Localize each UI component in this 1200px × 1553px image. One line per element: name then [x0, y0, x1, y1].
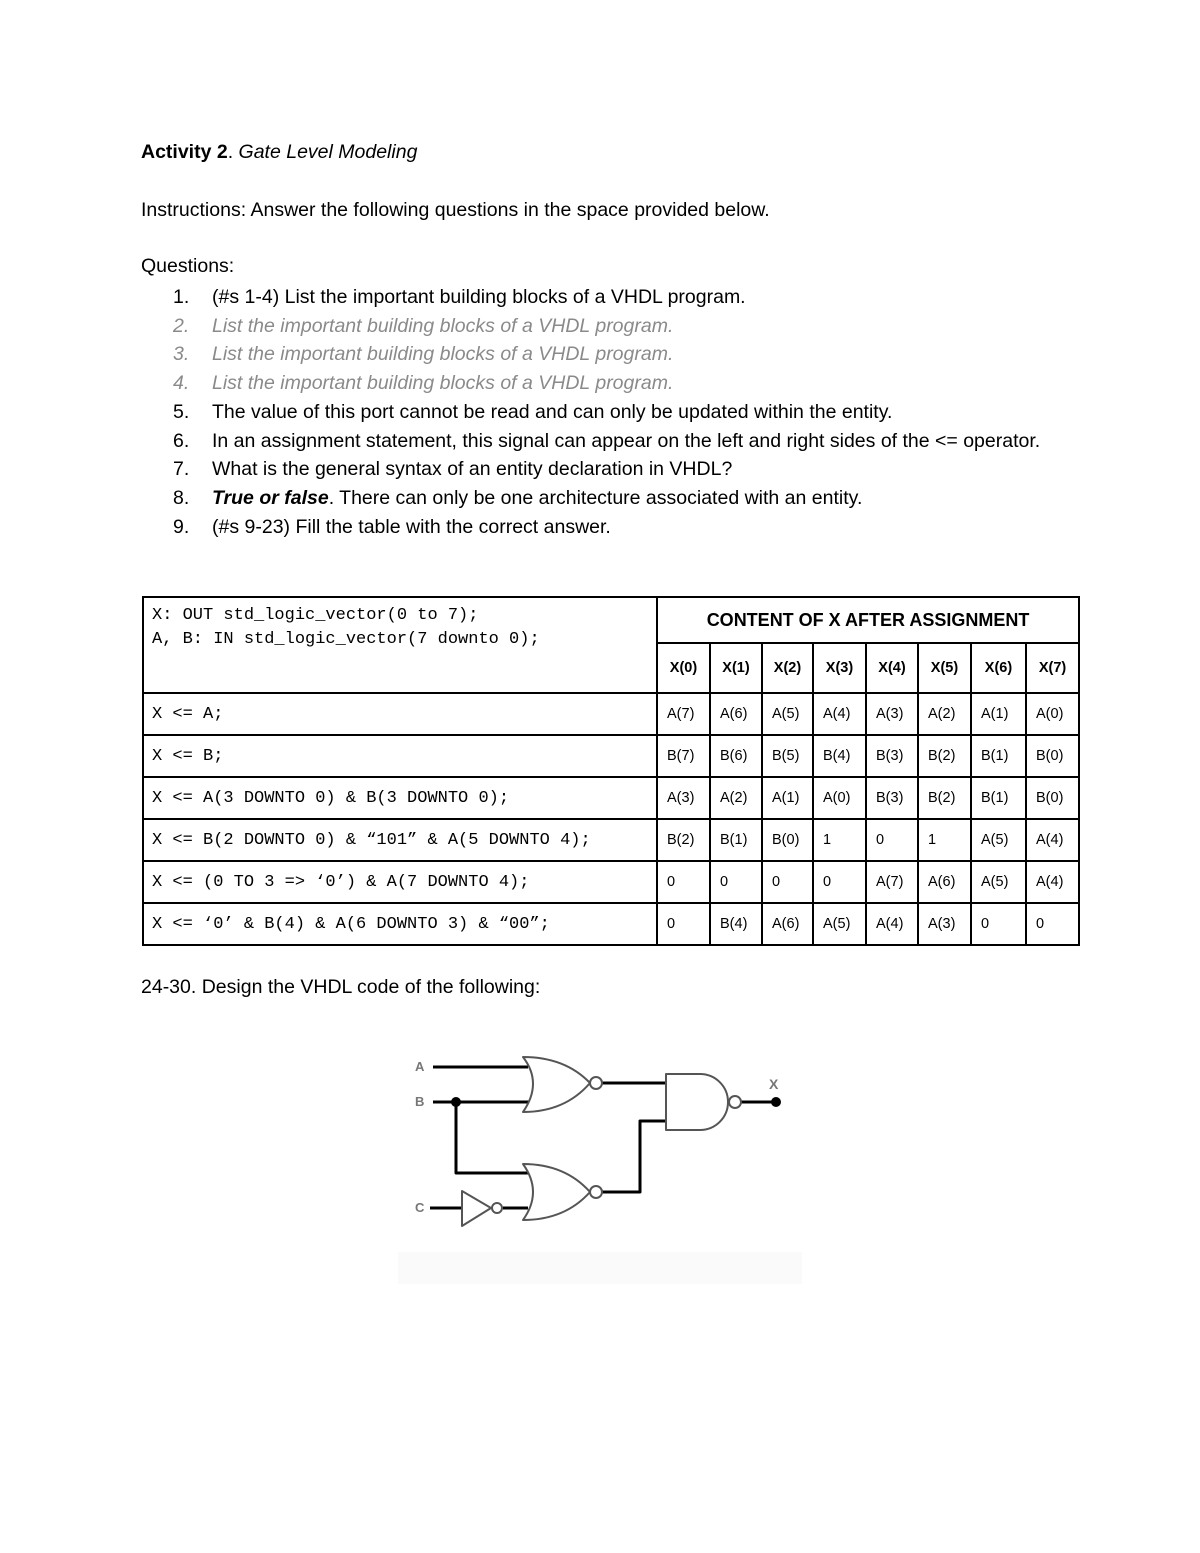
question-number: 2. [173, 314, 190, 337]
bit-value-cell: 0 [813, 861, 866, 903]
bit-value-cell: A(5) [971, 819, 1026, 861]
column-header: X(2) [762, 643, 813, 693]
column-header: X(5) [918, 643, 971, 693]
table-row [143, 735, 1079, 777]
activity-title: Gate Level Modeling [238, 141, 418, 163]
column-header: X(7) [1026, 643, 1079, 693]
input-label-c: C [415, 1200, 425, 1215]
table-title: CONTENT OF X AFTER ASSIGNMENT [657, 597, 1079, 643]
bit-value-cell: A(3) [918, 903, 971, 945]
nor-gate-2 [523, 1164, 590, 1220]
bit-value-cell: 1 [918, 819, 971, 861]
question-item [141, 513, 1061, 542]
bit-value-cell: B(0) [1026, 735, 1079, 777]
bit-value-cell: A(0) [1026, 693, 1079, 735]
question-text: . There can only be one architecture associated with an entity. [328, 486, 863, 509]
question-text: List the important building blocks of a VHDL program. [212, 372, 674, 395]
bit-value-cell: A(6) [918, 861, 971, 903]
bit-value-cell: A(3) [657, 777, 710, 819]
assignment-statement: X <= ‘0’ & B(4) & A(6 DOWNTO 3) & “00”; [143, 903, 657, 945]
bit-value-cell: B(3) [866, 735, 918, 777]
question-item [141, 484, 1061, 513]
bit-value-cell: B(2) [918, 777, 971, 819]
question-item [141, 312, 1061, 341]
question-number: 7. [173, 458, 190, 481]
output-label-x: X [769, 1076, 779, 1092]
question-item [141, 340, 1061, 369]
bit-value-cell: A(4) [1026, 861, 1079, 903]
input-label-a: A [415, 1059, 425, 1074]
question-text: The value of this port cannot be read and can only be updated within the entity. [212, 400, 893, 423]
nor-gate-1 [523, 1057, 590, 1112]
bit-value-cell: A(5) [813, 903, 866, 945]
question-text: List the important building blocks of a VHDL program. [212, 343, 674, 366]
question-number: 5. [173, 400, 190, 423]
input-label-b: B [415, 1094, 425, 1109]
bit-value-cell: A(6) [762, 903, 813, 945]
bit-value-cell: B(2) [918, 735, 971, 777]
bit-value-cell: B(1) [710, 819, 762, 861]
question-item [141, 398, 1061, 427]
question-item [141, 427, 1061, 456]
assignment-statement: X <= A; [143, 693, 657, 735]
true-false-emphasis: True or false [212, 486, 329, 509]
heading-separator: . [227, 141, 239, 163]
bit-value-cell: B(4) [813, 735, 866, 777]
junction-dot [451, 1097, 461, 1107]
bit-value-cell: A(7) [866, 861, 918, 903]
bit-value-cell: A(3) [866, 693, 918, 735]
bit-value-cell: B(0) [762, 819, 813, 861]
bit-value-cell: B(1) [971, 777, 1026, 819]
question-number: 6. [173, 429, 190, 452]
nand-gate [666, 1074, 728, 1130]
bit-value-cell: A(4) [1026, 819, 1079, 861]
question-number: 1. [173, 286, 190, 308]
wire-nor2-out [601, 1121, 666, 1192]
bit-value-cell: 0 [1026, 903, 1079, 945]
bit-value-cell: A(1) [762, 777, 813, 819]
not-gate [462, 1191, 491, 1226]
column-header: X(4) [866, 643, 918, 693]
column-header: X(0) [657, 643, 710, 693]
nand-gate-bubble [729, 1096, 741, 1108]
bit-value-cell: A(2) [710, 777, 762, 819]
question-item [141, 283, 1061, 312]
assignment-statement: X <= B; [143, 735, 657, 777]
table-row [143, 693, 1079, 735]
bit-value-cell: A(5) [762, 693, 813, 735]
bit-value-cell: B(6) [710, 735, 762, 777]
logic-circuit-diagram [400, 1050, 800, 1250]
bit-value-cell: 0 [762, 861, 813, 903]
nor-gate-2-bubble [590, 1186, 602, 1198]
column-header: X(6) [971, 643, 1026, 693]
question-number: 8. [173, 486, 190, 509]
not-gate-bubble [492, 1203, 502, 1213]
bit-value-cell: A(1) [971, 693, 1026, 735]
question-item [141, 455, 1061, 484]
bit-value-cell: A(7) [657, 693, 710, 735]
bit-value-cell: A(4) [813, 693, 866, 735]
question-text: List the important building blocks of a VHDL program. [212, 314, 674, 337]
questions-label: Questions: [141, 255, 235, 277]
question-text: What is the general syntax of an entity declaration in VHDL? [212, 458, 733, 481]
bit-value-cell: B(5) [762, 735, 813, 777]
bit-value-cell: A(4) [866, 903, 918, 945]
bit-value-cell: 1 [813, 819, 866, 861]
bit-value-cell: 0 [657, 861, 710, 903]
bit-value-cell: 0 [657, 903, 710, 945]
assignment-statement: X <= (0 TO 3 => ‘0’) & A(7 DOWNTO 4); [143, 861, 657, 903]
column-header: X(1) [710, 643, 762, 693]
scan-shadow [398, 1252, 802, 1284]
table-row [143, 861, 1079, 903]
table-row [143, 819, 1079, 861]
bit-value-cell: B(3) [866, 777, 918, 819]
activity-heading [141, 141, 417, 164]
output-dot [771, 1097, 781, 1107]
design-prompt: 24-30. Design the VHDL code of the following: [141, 976, 541, 998]
bit-value-cell: 0 [710, 861, 762, 903]
assignment-statement: X <= A(3 DOWNTO 0) & B(3 DOWNTO 0); [143, 777, 657, 819]
bit-value-cell: B(2) [657, 819, 710, 861]
assignment-statement: X <= B(2 DOWNTO 0) & “101” & A(5 DOWNTO 4); [143, 819, 657, 861]
table-body [143, 693, 1079, 945]
bit-value-cell: B(1) [971, 735, 1026, 777]
question-number: 3. [173, 343, 190, 366]
bit-value-cell: 0 [866, 819, 918, 861]
question-number: 9. [173, 515, 190, 538]
assignment-table [142, 596, 1080, 946]
question-list [141, 283, 1061, 541]
activity-number: Activity 2 [141, 141, 228, 163]
bit-value-cell: A(0) [813, 777, 866, 819]
question-text: (#s 1-4) List the important building blocks of a VHDL program. [212, 286, 746, 308]
wire-b-branch [456, 1102, 528, 1173]
nor-gate-1-bubble [590, 1077, 602, 1089]
bit-value-cell: B(7) [657, 735, 710, 777]
declaration-cell: X: OUT std_logic_vector(0 to 7); A, B: IN std_logic_vector(7 downto 0); [143, 597, 657, 693]
bit-value-cell: B(0) [1026, 777, 1079, 819]
bit-value-cell: A(6) [710, 693, 762, 735]
table-row [143, 903, 1079, 945]
instructions-text: Instructions: Answer the following questions in the space provided below. [141, 199, 770, 221]
bit-value-cell: A(5) [971, 861, 1026, 903]
bit-value-cell: B(4) [710, 903, 762, 945]
question-item [141, 369, 1061, 398]
question-text: In an assignment statement, this signal can appear on the left and right sides of the <= operator. [212, 429, 1041, 452]
bit-value-cell: A(2) [918, 693, 971, 735]
question-number: 4. [173, 372, 190, 395]
column-header: X(3) [813, 643, 866, 693]
bit-value-cell: 0 [971, 903, 1026, 945]
table-row [143, 777, 1079, 819]
question-text: (#s 9-23) Fill the table with the correct answer. [212, 515, 611, 538]
